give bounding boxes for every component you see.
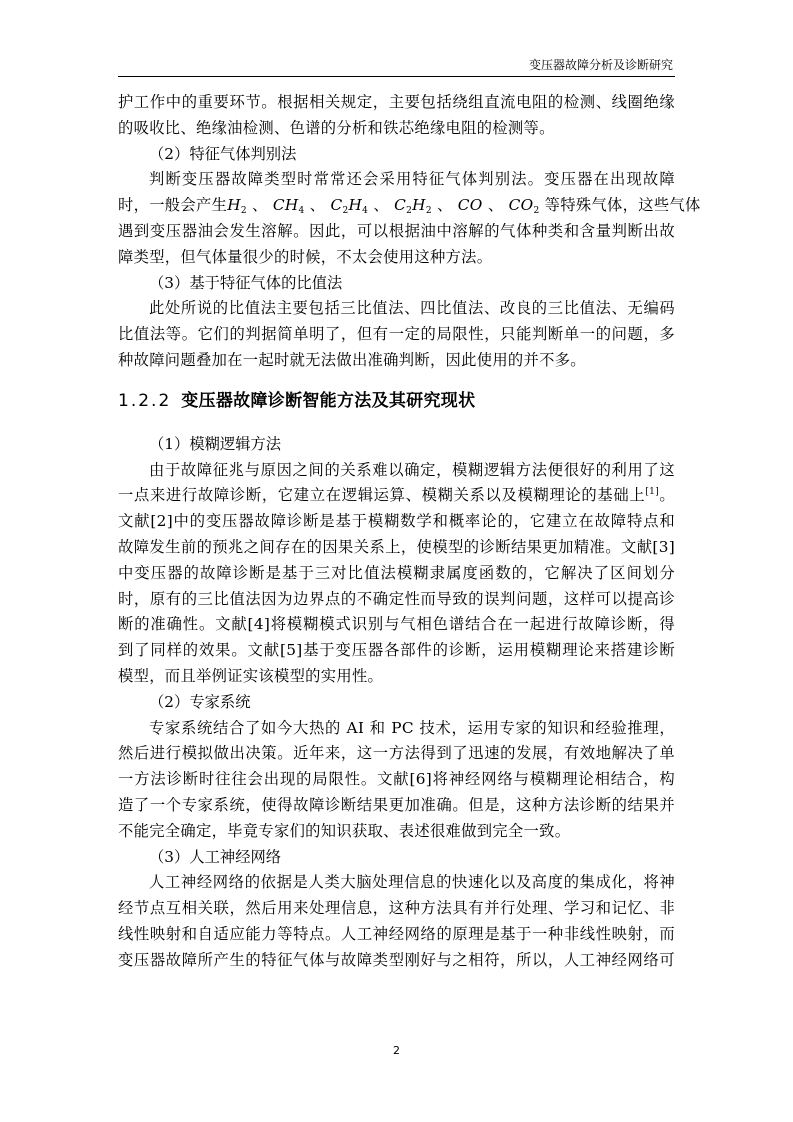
text-line: 时，原有的三比值法因为边界点的不确定性而导致的误判问题，这样可以提高诊 [118, 589, 675, 608]
text-line: 经节点互相关联，然后用来处理信息，这种方法具有并行处理、学习和记忆、非 [118, 899, 675, 918]
paragraph-ann [118, 870, 675, 973]
subheading-fuzzy: （1）模糊逻辑方法 [149, 434, 282, 453]
subheading-feature-gas: （2）特征气体判别法 [149, 144, 297, 163]
text-line: 由于故障征兆与原因之间的关系难以确定，模糊逻辑方法便很好的利用了这 [149, 460, 675, 479]
text-line: 不能完全确定，毕竟专家们的知识获取、表述很难做到完全一致。 [118, 821, 571, 840]
text-line-gases: 时，一般会产生$H_2$ 、 $CH_4$ 、 $C_2H_4$ 、 $C_2H_2$ 、 CO 、 $CO_2$ 等特殊气体，这些气体 [118, 196, 701, 217]
gas-formula: $CH_4$ [272, 196, 305, 217]
header-title: 变压器故障分析及诊断研究 [528, 58, 673, 72]
text-line: 线性映射和自适应能力等特点。人工神经网络的原理是基于一种非线性映射，而 [118, 924, 675, 943]
paragraph-expert [118, 716, 675, 845]
citation: [1] [645, 487, 660, 498]
text-line: 造了一个专家系统，使得故障诊断结果更加准确。但是，这种方法诊断的结果并 [118, 795, 675, 814]
text-line: 判断变压器故障类型时常常还会采用特征气体判别法。变压器在出现故障 [149, 170, 675, 189]
text-line: 此处所说的比值法主要包括三比值法、四比值法、改良的三比值法、无编码 [149, 299, 675, 318]
paragraph-intro [118, 90, 675, 142]
subheading-ratio-method: （3）基于特征气体的比值法 [149, 273, 343, 292]
paragraph-ratio-method [118, 296, 675, 373]
subheading-expert: （2）专家系统 [149, 692, 251, 711]
section-heading [118, 388, 675, 414]
text-line: 然后进行模拟做出决策。近年来，这一方法得到了迅速的发展，有效地解决了单 [118, 744, 675, 763]
text-line: 种故障问题叠加在一起时就无法做出准确判断，因此使用的并不多。 [118, 350, 586, 369]
text-line: 变压器故障所产生的特征气体与故障类型刚好与之相符，所以，人工神经网络可 [118, 950, 675, 969]
running-header [118, 56, 675, 77]
gas-formula: $CO_2$ [508, 196, 540, 217]
gas-formula: $H_2$ [227, 196, 247, 217]
text-line: 障类型，但气体量很少的时候，不太会使用这种方法。 [118, 247, 493, 266]
page-number: 2 [393, 1044, 400, 1057]
text-line: 到了同样的效果。文献[5]基于变压器各部件的诊断，运用模糊理论来搭建诊断 [118, 641, 675, 660]
text-line: 的吸收比、绝缘油检测、色谱的分析和铁芯绝缘电阻的检测等。 [118, 118, 555, 137]
text-line: 故障发生前的预兆之间存在的因果关系上，使模型的诊断结果更加精准。文献[3] [118, 537, 675, 556]
text-line: 专家系统结合了如今大热的 AI 和 PC 技术，运用专家的知识和经验推理， [149, 718, 675, 737]
text-segment: 等特殊气体，这些气体 [544, 196, 701, 215]
subheading-ann: （3）人工神经网络 [149, 847, 282, 866]
text-line: 护工作中的重要环节。根据相关规定，主要包括绕组直流电阻的检测、线圈绝缘 [118, 93, 675, 111]
text-line: 遇到变压器油会发生溶解。因此，可以根据油中溶解的气体种类和含量判断出故 [118, 221, 675, 240]
text-line: 中变压器的故障诊断是基于三对比值法模糊隶属度函数的，它解决了区间划分 [118, 563, 675, 582]
text-segment: 时，一般会产生 [118, 196, 228, 215]
text-line: 断的准确性。文献[4]将模糊模式识别与气相色谱结合在一起进行故障诊断，得 [118, 615, 675, 634]
paragraph-feature-gas [118, 167, 701, 270]
section-number: 1.2.2 [118, 390, 172, 411]
gas-formula: $C_2H_4$ [330, 196, 369, 217]
text-line: 一方法诊断时往往会出现的局限性。文献[6]将神经网络与模糊理论相结合，构 [118, 770, 675, 789]
text-line: 人工神经网络的依据是人类大脑处理信息的快速化以及高度的集成化，将神 [149, 873, 675, 892]
paragraph-fuzzy [118, 458, 675, 690]
section-title: 变压器故障诊断智能方法及其研究现状 [181, 390, 476, 411]
gas-formula: $C_2H_2$ [394, 196, 432, 217]
page-body [118, 90, 701, 974]
text-line: 比值法等。它们的判据简单明了，但有一定的局限性，只能判断单一的问题，多 [118, 325, 675, 344]
gas-formula: CO [457, 196, 483, 215]
text-line: 文献[2]中的变压器故障诊断是基于模糊数学和概率论的，它建立在故障特点和 [118, 512, 675, 531]
text-line: 模型，而且举例证实该模型的实用性。 [118, 666, 384, 685]
text-line: 一点来进行故障诊断，它建立在逻辑运算、模糊关系以及模糊理论的基础上[1]。 [118, 486, 675, 505]
